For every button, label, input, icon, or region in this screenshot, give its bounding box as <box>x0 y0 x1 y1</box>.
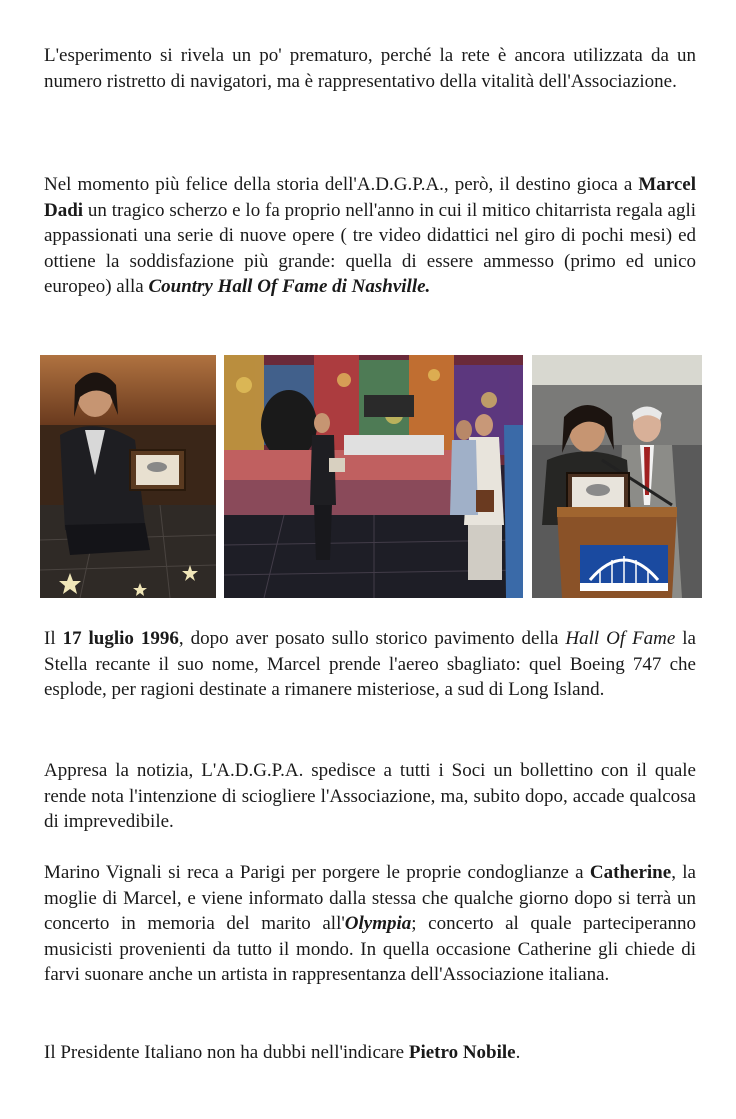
paragraph-2 <box>44 172 696 300</box>
text-run: un tragico scherzo e lo fa proprio nell'anno in cui il mitico chitarrista regala agli appassionati una serie di nuove opere ( tre video didattici nel giro di pochi mesi) ed ottiene la soddisfazione più grande: quella di essere ammesso (primo ed unico europeo) alla <box>44 199 696 297</box>
paragraph-6 <box>44 1040 696 1066</box>
text-run: la Stella recante il suo nome, Marcel prende l'aereo sbagliato: quel Boeing 747 che esplode, per ragioni destinate a rimanere misteriose, a sud di Long Island. <box>44 628 696 700</box>
text-run: Country Hall Of Fame di Nashville. <box>148 276 431 297</box>
text-run: ; concerto al quale parteciperanno musicisti provenienti da tutto il mondo. In quella occasione Catherine gli chiede di farvi suonare anche un artista in rappresentanza dell'Associazione italiana. <box>44 913 697 985</box>
text-run: Olympia <box>344 913 412 934</box>
paragraph-1: L'esperimento si rivela un po' prematuro, perché la rete è ancora utilizzata da un numero ristretto di navigatori, ma è rappresentativo della vitalità dell'Associazione. <box>44 45 696 92</box>
text-run: Marino Vignali si reca a Parigi per porgere le proprie condoglianze a <box>44 862 590 883</box>
text-run: Il <box>44 628 63 649</box>
text-run: Il Presidente Italiano non ha dubbi nell'indicare <box>44 1042 409 1063</box>
text-run: 17 luglio 1996 <box>62 628 179 649</box>
paragraph-5 <box>44 860 696 988</box>
text-run: . <box>515 1042 521 1063</box>
text-run: Marcel Dadi <box>44 174 696 221</box>
paragraph-3 <box>44 626 696 703</box>
paragraph-4: Appresa la notizia, L'A.D.G.P.A. spedisce a tutti i Soci un bollettino con il quale rende nota l'intenzione di sciogliere l'Associazione, ma, subito dopo, accade qualcosa di imprevedibile. <box>44 760 696 832</box>
photo-star-floor <box>40 355 216 598</box>
text-run: Pietro Nobile <box>408 1042 516 1063</box>
text-run: , dopo aver posato sullo storico pavimento della <box>178 628 566 649</box>
text-run: Catherine <box>589 862 672 883</box>
text-run: Nel momento più felice della storia dell'A.D.G.P.A., però, il destino gioca a <box>44 174 639 195</box>
photo-hall-of-fame-ceremony <box>224 355 523 598</box>
photo-podium <box>532 355 702 598</box>
text-run: , la moglie di Marcel, e viene informato dalla stessa che qualche giorno dopo si terrà un concerto in memoria del marito all' <box>44 862 696 934</box>
text-run: Hall Of Fame <box>565 628 676 649</box>
